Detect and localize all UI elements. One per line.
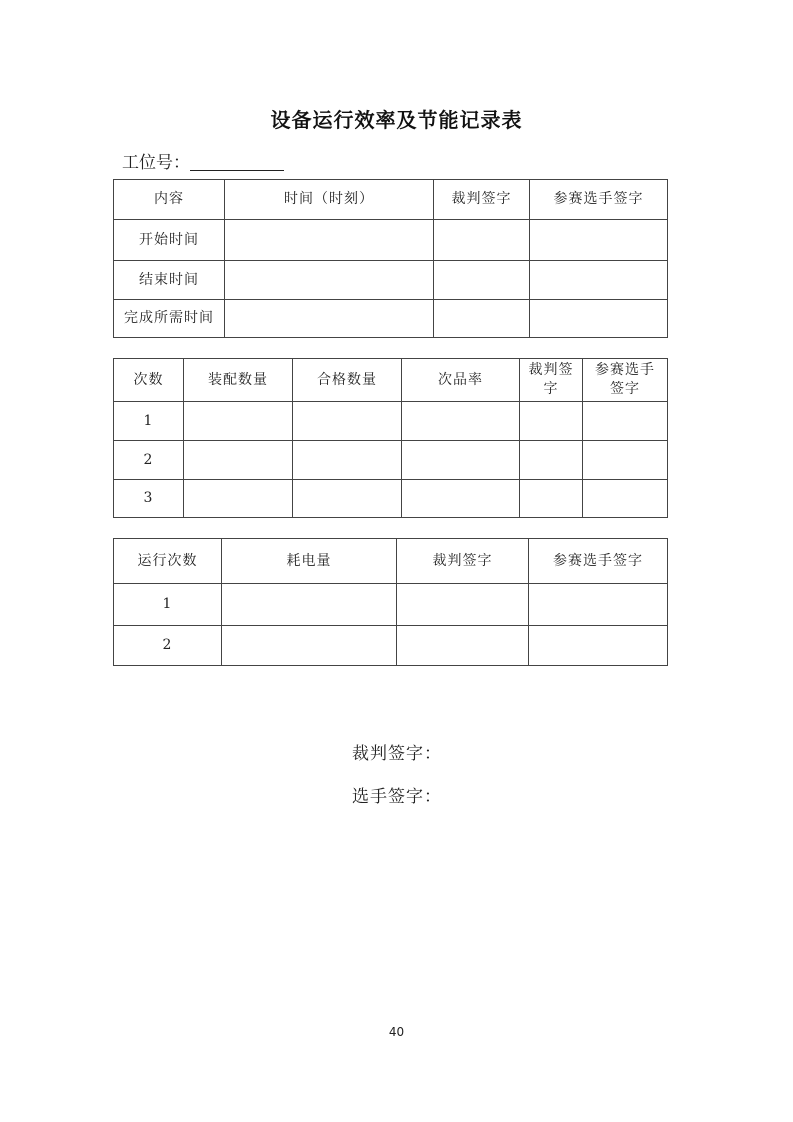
contestant-signature-label: 选手签字： [352, 787, 442, 807]
header-cell: 裁判签字 [434, 180, 530, 220]
table-row [114, 441, 668, 480]
referee-signature-cell[interactable] [397, 626, 529, 666]
table-header-row [114, 180, 668, 220]
header-cell: 内容 [114, 180, 225, 220]
defect-rate-cell[interactable] [402, 480, 520, 518]
power-consumption-cell[interactable] [222, 584, 397, 626]
qualified-quantity-cell[interactable] [293, 441, 402, 480]
contestant-signature-cell[interactable] [583, 402, 668, 441]
defect-rate-cell[interactable] [402, 441, 520, 480]
table-row [114, 300, 668, 338]
header-cell: 运行次数 [114, 539, 222, 584]
defect-rate-cell[interactable] [402, 402, 520, 441]
referee-signature-cell[interactable] [520, 480, 583, 518]
table-header-row [114, 359, 668, 402]
station-number-field [122, 148, 284, 173]
contestant-signature-cell[interactable] [583, 441, 668, 480]
referee-signature-cell[interactable] [434, 261, 530, 300]
referee-signature-cell[interactable] [520, 441, 583, 480]
referee-signature-cell[interactable] [397, 584, 529, 626]
referee-signature-cell[interactable] [434, 220, 530, 261]
header-cell: 次数 [114, 359, 184, 402]
qualified-quantity-cell[interactable] [293, 402, 402, 441]
header-cell: 次品率 [402, 359, 520, 402]
time-cell[interactable] [225, 261, 434, 300]
table-row [114, 261, 668, 300]
station-number-label: 工位号： [122, 153, 190, 173]
assembly-quantity-cell[interactable] [184, 480, 293, 518]
time-cell[interactable] [225, 220, 434, 261]
contestant-signature-cell[interactable] [530, 261, 668, 300]
row-label: 2 [114, 626, 222, 666]
assembly-record-table [113, 358, 668, 518]
contestant-signature-cell[interactable] [530, 220, 668, 261]
document-title: 设备运行效率及节能记录表 [270, 108, 523, 132]
row-label: 1 [114, 584, 222, 626]
table-row [114, 220, 668, 261]
table-row [114, 402, 668, 441]
row-label: 开始时间 [114, 220, 225, 261]
table-row [114, 626, 668, 666]
row-label: 1 [114, 402, 184, 441]
table-row [114, 480, 668, 518]
time-record-table [113, 179, 668, 338]
page-number: 40 [388, 1025, 405, 1039]
header-cell: 装配数量 [184, 359, 293, 402]
header-cell: 裁判签字 [397, 539, 529, 584]
contestant-signature-cell[interactable] [529, 584, 668, 626]
referee-signature-cell[interactable] [434, 300, 530, 338]
station-number-blank[interactable] [190, 152, 284, 171]
row-label: 3 [114, 480, 184, 518]
header-cell: 时间（时刻） [225, 180, 434, 220]
header-cell: 参赛选手签字 [583, 359, 668, 402]
power-consumption-table [113, 538, 668, 666]
assembly-quantity-cell[interactable] [184, 402, 293, 441]
referee-signature-label: 裁判签字： [352, 744, 442, 764]
row-label: 结束时间 [114, 261, 225, 300]
contestant-signature-cell[interactable] [530, 300, 668, 338]
referee-signature-cell[interactable] [520, 402, 583, 441]
table-row [114, 584, 668, 626]
contestant-signature-cell[interactable] [583, 480, 668, 518]
row-label: 2 [114, 441, 184, 480]
power-consumption-cell[interactable] [222, 626, 397, 666]
header-cell: 参赛选手签字 [530, 180, 668, 220]
table-header-row [114, 539, 668, 584]
header-cell: 参赛选手签字 [529, 539, 668, 584]
qualified-quantity-cell[interactable] [293, 480, 402, 518]
header-cell: 裁判签字 [520, 359, 583, 402]
row-label: 完成所需时间 [114, 300, 225, 338]
time-cell[interactable] [225, 300, 434, 338]
contestant-signature-cell[interactable] [529, 626, 668, 666]
header-cell: 合格数量 [293, 359, 402, 402]
assembly-quantity-cell[interactable] [184, 441, 293, 480]
header-cell: 耗电量 [222, 539, 397, 584]
